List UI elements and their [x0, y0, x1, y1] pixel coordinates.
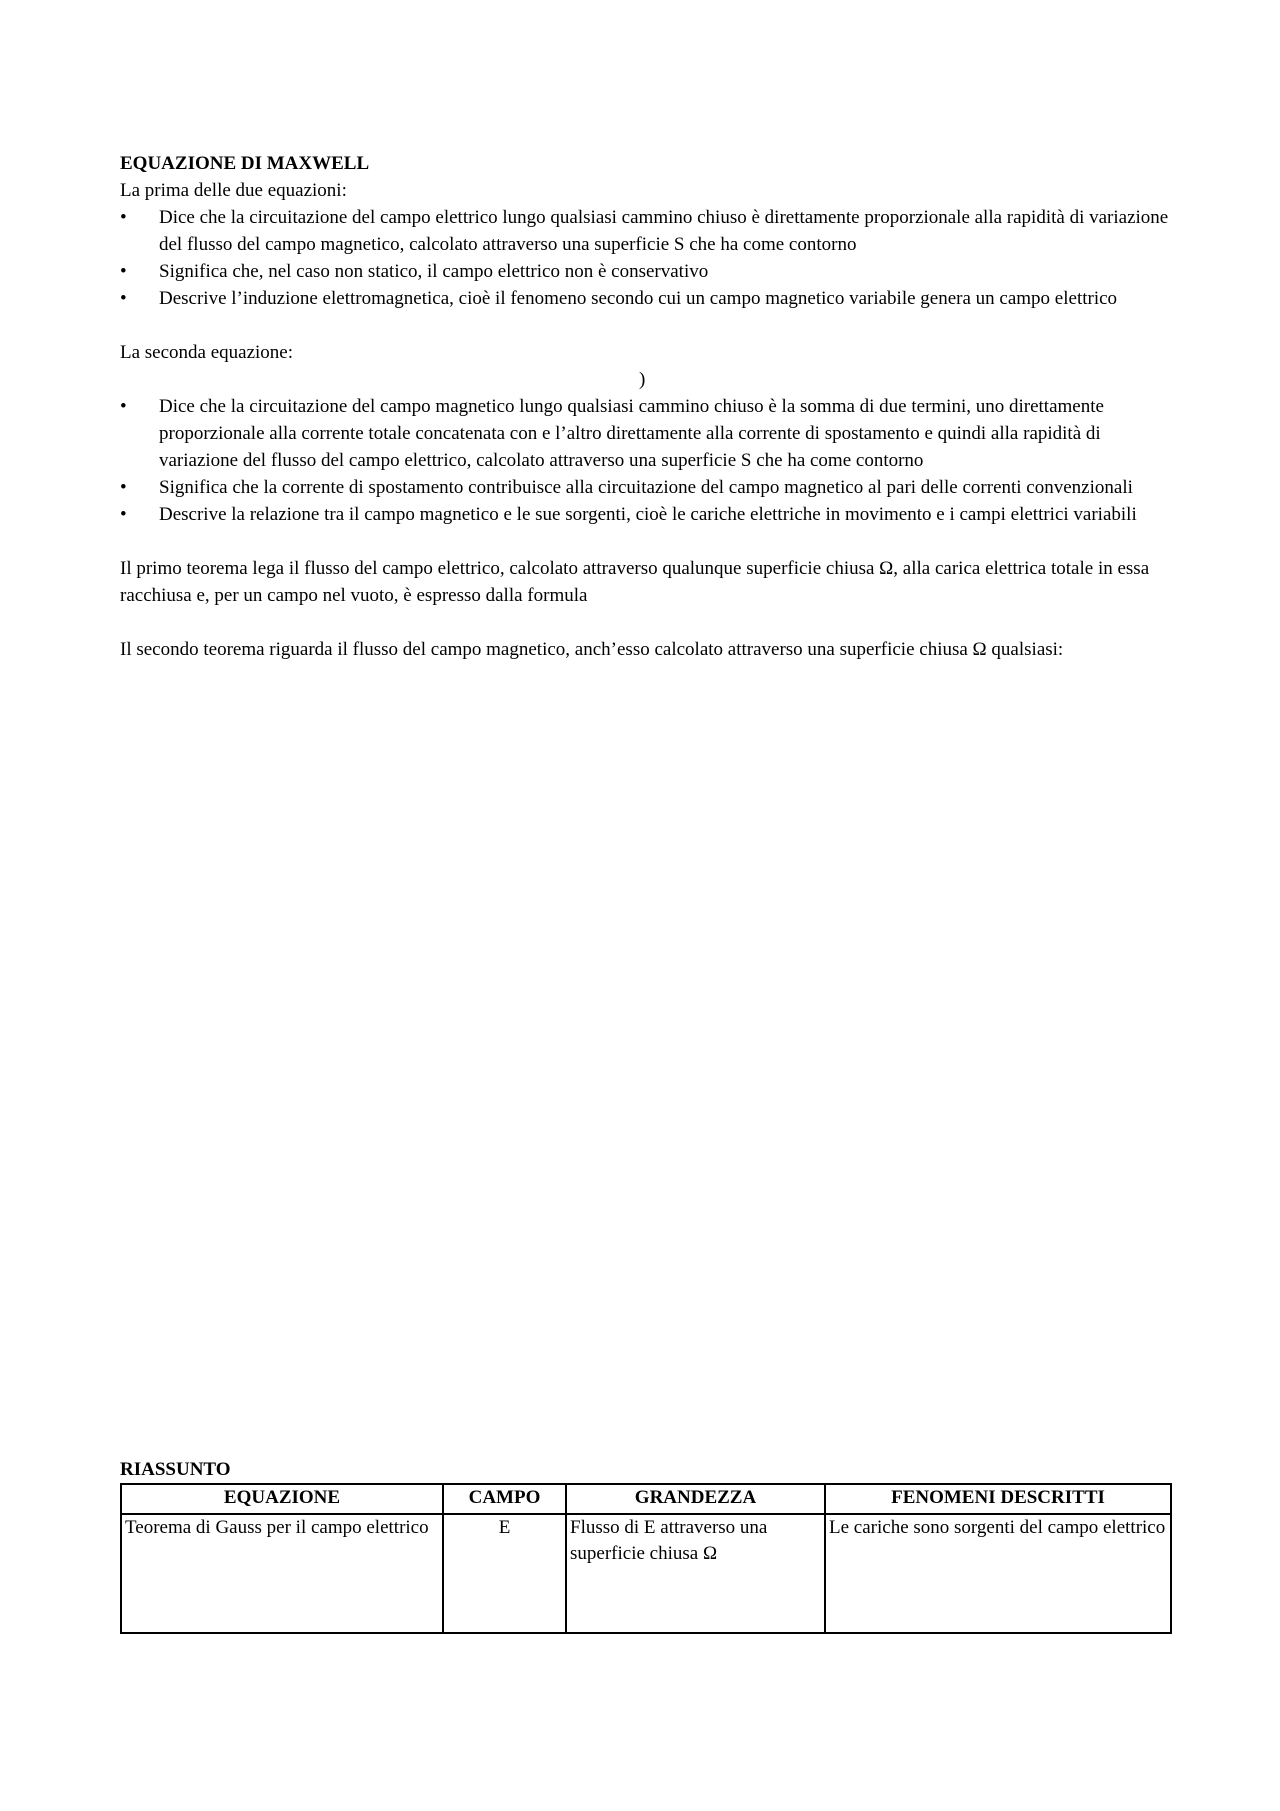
first-equation-bullet-list: [120, 204, 1170, 312]
second-equation-bullet: [120, 474, 1170, 501]
bullet-icon: •: [120, 396, 127, 417]
bullet-text: Descrive la relazione tra il campo magnetico e le sue sorgenti, cioè le cariche elettriche in movimento e i campi elettrici variabili: [159, 504, 1137, 525]
spacer: [120, 609, 1170, 636]
gauss-magnetic-paragraph: Il secondo teorema riguarda il flusso del campo magnetico, anch’esso calcolato attraverso una superficie chiusa Ω qualsiasi:: [120, 639, 1064, 660]
cell-grandezza: Flusso di E attraverso una superficie chiusa Ω: [566, 1514, 825, 1633]
column-header-campo: CAMPO: [443, 1484, 566, 1514]
bullet-text: Dice che la circuitazione del campo elettrico lungo qualsiasi cammino chiuso è direttamente proporzionale alla rapidità di variazione del flusso del campo magnetico, calcolato attraverso una superficie S che ha come contorno: [159, 207, 1169, 255]
second-equation-bullet: [120, 501, 1170, 528]
bullet-icon: •: [120, 288, 127, 309]
bullet-icon: •: [120, 477, 127, 498]
cell-equazione: Teorema di Gauss per il campo elettrico: [121, 1514, 443, 1633]
cell-fenomeni-descritti: Le cariche sono sorgenti del campo elettrico: [825, 1514, 1171, 1633]
document-title: EQUAZIONE DI MAXWELL: [120, 153, 370, 174]
bullet-text: Significa che, nel caso non statico, il campo elettrico non è conservativo: [159, 261, 709, 282]
second-equation-formula-fragment: ): [639, 369, 646, 390]
cell-campo: E: [443, 1514, 566, 1633]
first-equation-intro: La prima delle due equazioni:: [120, 180, 347, 201]
column-header-equazione: EQUAZIONE: [121, 1484, 443, 1514]
summary-section: [120, 1456, 1170, 1634]
bullet-text: Significa che la corrente di spostamento contribuisce alla circuitazione del campo magnetico al pari delle correnti convenzionali: [159, 477, 1133, 498]
bullet-text: Descrive l’induzione elettromagnetica, cioè il fenomeno secondo cui un campo magnetico variabile genera un campo elettrico: [159, 288, 1118, 309]
second-equation-bullet-list: [120, 393, 1170, 528]
second-equation-bullet: [120, 393, 1170, 474]
spacer: [120, 312, 1170, 339]
bullet-icon: •: [120, 261, 127, 282]
bullet-text: Dice che la circuitazione del campo magnetico lungo qualsiasi cammino chiuso è la somma di due termini, uno direttamente proporzionale alla corrente totale concatenata con e l’altro direttamente alla corrente di spostamento e quindi alla rapidità di variazione del flusso del campo elettrico, calcolato attraverso una superficie S che ha come contorno: [159, 396, 1104, 471]
bullet-icon: •: [120, 504, 127, 525]
column-header-grandezza: GRANDEZZA: [566, 1484, 825, 1514]
second-equation-intro: La seconda equazione:: [120, 342, 294, 363]
first-equation-bullet: [120, 258, 1170, 285]
document-body: [120, 150, 1170, 663]
gauss-electric-paragraph: Il primo teorema lega il flusso del campo elettrico, calcolato attraverso qualunque superficie chiusa Ω, alla carica elettrica totale in essa racchiusa e, per un campo nel vuoto, è espresso dalla formula: [120, 558, 1150, 606]
first-equation-bullet: [120, 204, 1170, 258]
first-equation-bullet: [120, 285, 1170, 312]
table-row: [121, 1514, 1171, 1633]
column-header-fenomeni-descritti: FENOMENI DESCRITTI: [825, 1484, 1171, 1514]
summary-table: [120, 1483, 1172, 1634]
summary-table-header-row: [121, 1484, 1171, 1514]
bullet-icon: •: [120, 207, 127, 228]
spacer: [120, 528, 1170, 555]
summary-title: RIASSUNTO: [120, 1459, 231, 1480]
